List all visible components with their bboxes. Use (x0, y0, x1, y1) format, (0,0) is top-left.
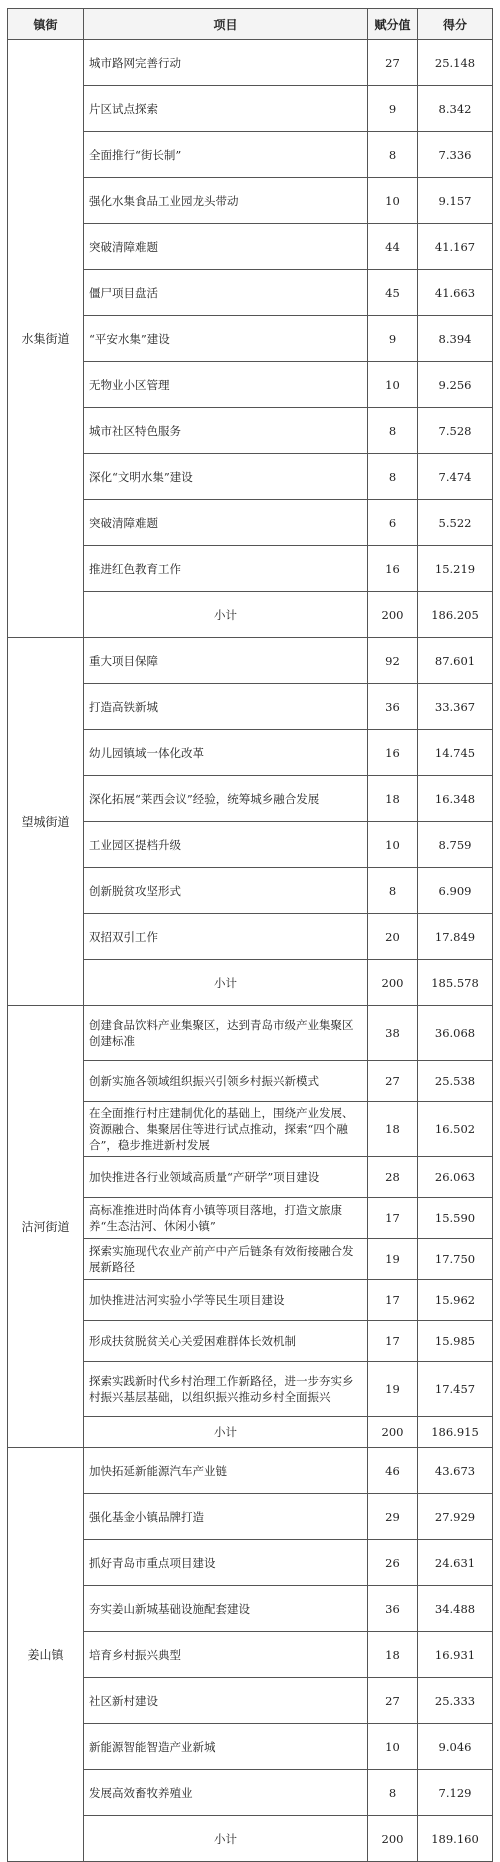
weight-cell: 29 (368, 1494, 418, 1540)
project-cell: 无物业小区管理 (84, 362, 368, 408)
subtotal-score: 189.160 (418, 1816, 493, 1862)
header-project: 项目 (84, 9, 368, 40)
project-cell: 探索实践新时代乡村治理工作新路径，进一步夯实乡村振兴基层基础，以组织振兴推动乡村全面振兴 (84, 1362, 368, 1417)
project-cell: 深化“文明水集”建设 (84, 454, 368, 500)
project-cell: 突破清障难题 (84, 500, 368, 546)
weight-cell: 8 (368, 408, 418, 454)
header-town: 镇街 (8, 9, 84, 40)
weight-cell: 44 (368, 224, 418, 270)
score-cell: 87.601 (418, 638, 493, 684)
project-cell: 推进红色教育工作 (84, 546, 368, 592)
project-cell: 探索实施现代农业产前产中产后链条有效衔接融合发展新路径 (84, 1239, 368, 1280)
score-cell: 6.909 (418, 868, 493, 914)
score-cell: 9.256 (418, 362, 493, 408)
project-cell: 形成扶贫脱贫关心关爱困难群体长效机制 (84, 1321, 368, 1362)
weight-cell: 27 (368, 1678, 418, 1724)
score-cell: 25.538 (418, 1061, 493, 1102)
weight-cell: 8 (368, 868, 418, 914)
project-cell: 创新实施各领域组织振兴引领乡村振兴新模式 (84, 1061, 368, 1102)
weight-cell: 10 (368, 362, 418, 408)
town-name: 姜山镇 (8, 1448, 84, 1862)
subtotal-score: 186.205 (418, 592, 493, 638)
score-table-frame (7, 8, 492, 1862)
score-cell: 33.367 (418, 684, 493, 730)
score-cell: 17.849 (418, 914, 493, 960)
weight-cell: 92 (368, 638, 418, 684)
score-table (7, 8, 493, 1862)
score-cell: 41.663 (418, 270, 493, 316)
score-cell: 7.129 (418, 1770, 493, 1816)
project-cell: 强化基金小镇品牌打造 (84, 1494, 368, 1540)
project-cell: 重大项目保障 (84, 638, 368, 684)
table-row (8, 40, 493, 86)
header-score: 得分 (418, 9, 493, 40)
table-row (8, 638, 493, 684)
subtotal-weight: 200 (368, 1417, 418, 1448)
weight-cell: 8 (368, 132, 418, 178)
project-cell: 双招双引工作 (84, 914, 368, 960)
table-body (8, 40, 493, 1862)
score-cell: 27.929 (418, 1494, 493, 1540)
table-row (8, 1448, 493, 1494)
weight-cell: 9 (368, 316, 418, 362)
town-name: 水集街道 (8, 40, 84, 638)
score-cell: 17.750 (418, 1239, 493, 1280)
weight-cell: 18 (368, 1632, 418, 1678)
score-cell: 16.931 (418, 1632, 493, 1678)
score-cell: 15.590 (418, 1198, 493, 1239)
score-cell: 15.962 (418, 1280, 493, 1321)
project-cell: 加快推进沽河实验小学等民生项目建设 (84, 1280, 368, 1321)
project-cell: 创新脱贫攻坚形式 (84, 868, 368, 914)
project-cell: 强化水集食品工业园龙头带动 (84, 178, 368, 224)
weight-cell: 6 (368, 500, 418, 546)
header-weight: 赋分值 (368, 9, 418, 40)
score-cell: 14.745 (418, 730, 493, 776)
weight-cell: 10 (368, 178, 418, 224)
weight-cell: 28 (368, 1157, 418, 1198)
subtotal-label: 小计 (84, 592, 368, 638)
score-cell: 8.342 (418, 86, 493, 132)
score-cell: 26.063 (418, 1157, 493, 1198)
score-cell: 8.759 (418, 822, 493, 868)
subtotal-label: 小计 (84, 1417, 368, 1448)
project-cell: 加快拓延新能源汽车产业链 (84, 1448, 368, 1494)
score-cell: 43.673 (418, 1448, 493, 1494)
weight-cell: 17 (368, 1321, 418, 1362)
project-cell: 僵尸项目盘活 (84, 270, 368, 316)
weight-cell: 10 (368, 822, 418, 868)
subtotal-weight: 200 (368, 1816, 418, 1862)
project-cell: 抓好青岛市重点项目建设 (84, 1540, 368, 1586)
weight-cell: 38 (368, 1006, 418, 1061)
weight-cell: 36 (368, 684, 418, 730)
score-cell: 36.068 (418, 1006, 493, 1061)
weight-cell: 17 (368, 1198, 418, 1239)
project-cell: 新能源智能智造产业新城 (84, 1724, 368, 1770)
score-cell: 8.394 (418, 316, 493, 362)
score-cell: 9.046 (418, 1724, 493, 1770)
weight-cell: 46 (368, 1448, 418, 1494)
project-cell: 全面推行“街长制” (84, 132, 368, 178)
score-cell: 16.502 (418, 1102, 493, 1157)
score-cell: 17.457 (418, 1362, 493, 1417)
project-cell: 片区试点探索 (84, 86, 368, 132)
subtotal-score: 186.915 (418, 1417, 493, 1448)
town-name: 望城街道 (8, 638, 84, 1006)
weight-cell: 18 (368, 776, 418, 822)
subtotal-weight: 200 (368, 592, 418, 638)
header-row (8, 9, 493, 40)
score-cell: 41.167 (418, 224, 493, 270)
weight-cell: 19 (368, 1239, 418, 1280)
weight-cell: 27 (368, 40, 418, 86)
weight-cell: 45 (368, 270, 418, 316)
subtotal-weight: 200 (368, 960, 418, 1006)
project-cell: 培育乡村振兴典型 (84, 1632, 368, 1678)
score-cell: 7.336 (418, 132, 493, 178)
project-cell: 在全面推行村庄建制优化的基础上，围绕产业发展、资源融合、集聚居住等进行试点推动，探索“四个融合”，稳步推进新村发展 (84, 1102, 368, 1157)
project-cell: 城市社区特色服务 (84, 408, 368, 454)
weight-cell: 20 (368, 914, 418, 960)
weight-cell: 36 (368, 1586, 418, 1632)
project-cell: 高标准推进时尚体育小镇等项目落地，打造文旅康养“生态沽河、休闲小镇” (84, 1198, 368, 1239)
weight-cell: 10 (368, 1724, 418, 1770)
project-cell: 发展高效畜牧养殖业 (84, 1770, 368, 1816)
weight-cell: 9 (368, 86, 418, 132)
project-cell: 工业园区提档升级 (84, 822, 368, 868)
weight-cell: 19 (368, 1362, 418, 1417)
project-cell: 突破清障难题 (84, 224, 368, 270)
score-cell: 25.333 (418, 1678, 493, 1724)
project-cell: 加快推进各行业领域高质量“产研学”项目建设 (84, 1157, 368, 1198)
subtotal-label: 小计 (84, 1816, 368, 1862)
weight-cell: 16 (368, 730, 418, 776)
score-cell: 15.219 (418, 546, 493, 592)
weight-cell: 18 (368, 1102, 418, 1157)
weight-cell: 27 (368, 1061, 418, 1102)
weight-cell: 8 (368, 454, 418, 500)
project-cell: 社区新村建设 (84, 1678, 368, 1724)
project-cell: 创建食品饮料产业集聚区，达到青岛市级产业集聚区创建标准 (84, 1006, 368, 1061)
project-cell: 幼儿园镇域一体化改革 (84, 730, 368, 776)
weight-cell: 26 (368, 1540, 418, 1586)
weight-cell: 16 (368, 546, 418, 592)
score-cell: 34.488 (418, 1586, 493, 1632)
subtotal-score: 185.578 (418, 960, 493, 1006)
project-cell: 打造高铁新城 (84, 684, 368, 730)
town-name: 沽河街道 (8, 1006, 84, 1448)
table-row (8, 1006, 493, 1061)
project-cell: 夯实姜山新城基础设施配套建设 (84, 1586, 368, 1632)
score-cell: 15.985 (418, 1321, 493, 1362)
project-cell: 城市路网完善行动 (84, 40, 368, 86)
score-cell: 7.474 (418, 454, 493, 500)
score-cell: 5.522 (418, 500, 493, 546)
subtotal-label: 小计 (84, 960, 368, 1006)
project-cell: “平安水集”建设 (84, 316, 368, 362)
weight-cell: 8 (368, 1770, 418, 1816)
score-cell: 16.348 (418, 776, 493, 822)
score-cell: 25.148 (418, 40, 493, 86)
project-cell: 深化拓展“莱西会议”经验，统筹城乡融合发展 (84, 776, 368, 822)
score-cell: 24.631 (418, 1540, 493, 1586)
score-cell: 9.157 (418, 178, 493, 224)
weight-cell: 17 (368, 1280, 418, 1321)
score-cell: 7.528 (418, 408, 493, 454)
